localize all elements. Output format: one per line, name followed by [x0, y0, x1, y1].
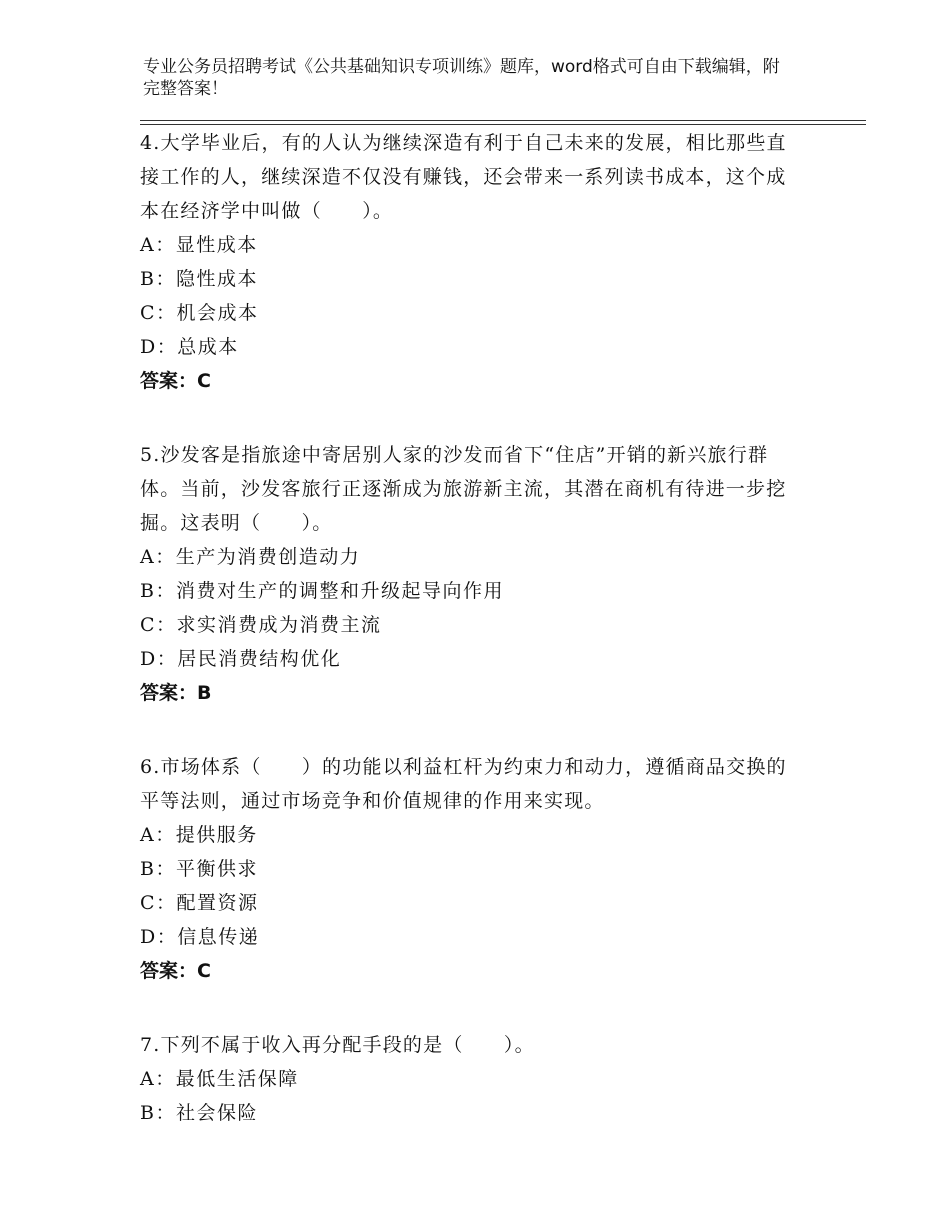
- question-text: 5.沙发客是指旅途中寄居别人家的沙发而省下“住店”开销的新兴旅行群体。当前，沙发客旅行正逐渐成为旅游新主流，其潜在商机有待进一步挖掘。这表明（ ）。: [140, 444, 787, 534]
- header-rule-bottom: [140, 124, 866, 125]
- option-b: B：消费对生产的调整和升级起导向作用: [140, 580, 504, 602]
- option-c: C：配置资源: [140, 892, 259, 914]
- question-text: 4.大学毕业后，有的人认为继续深造有利于自己未来的发展，相比那些直接工作的人，继续深造不仅没有赚钱，还会带来一系列读书成本，这个成本在经济学中叫做（ ）。: [140, 132, 787, 222]
- option-b: B：社会保险: [140, 1102, 258, 1124]
- answer: 答案：C: [140, 960, 211, 982]
- option-b: B：平衡供求: [140, 858, 258, 880]
- question-list: [140, 126, 800, 1170]
- question-7: [140, 1028, 800, 1130]
- option-d: D：居民消费结构优化: [140, 648, 342, 670]
- option-c: C：求实消费成为消费主流: [140, 614, 382, 636]
- header-rule-top: [140, 120, 866, 121]
- option-b: B：隐性成本: [140, 268, 258, 290]
- document-header: 专业公务员招聘考试《公共基础知识专项训练》题库，word格式可自由下载编辑，附完整答案！: [143, 57, 780, 99]
- option-a: A：显性成本: [140, 234, 258, 256]
- option-a: A：最低生活保障: [140, 1068, 299, 1090]
- answer: 答案：B: [140, 682, 212, 704]
- option-d: D：总成本: [140, 336, 239, 358]
- option-d: D：信息传递: [140, 926, 260, 948]
- question-5: [140, 438, 800, 710]
- option-a: A：提供服务: [140, 824, 258, 846]
- option-a: A：生产为消费创造动力: [140, 546, 361, 568]
- option-c: C：机会成本: [140, 302, 259, 324]
- answer: 答案：C: [140, 370, 211, 392]
- question-text: 7.下列不属于收入再分配手段的是（ ）。: [140, 1034, 535, 1056]
- question-4: [140, 126, 800, 398]
- question-6: [140, 750, 800, 988]
- question-text: 6.市场体系（ ）的功能以利益杠杆为约束力和动力，遵循商品交换的平等法则，通过市场竞争和价值规律的作用来实现。: [140, 756, 787, 812]
